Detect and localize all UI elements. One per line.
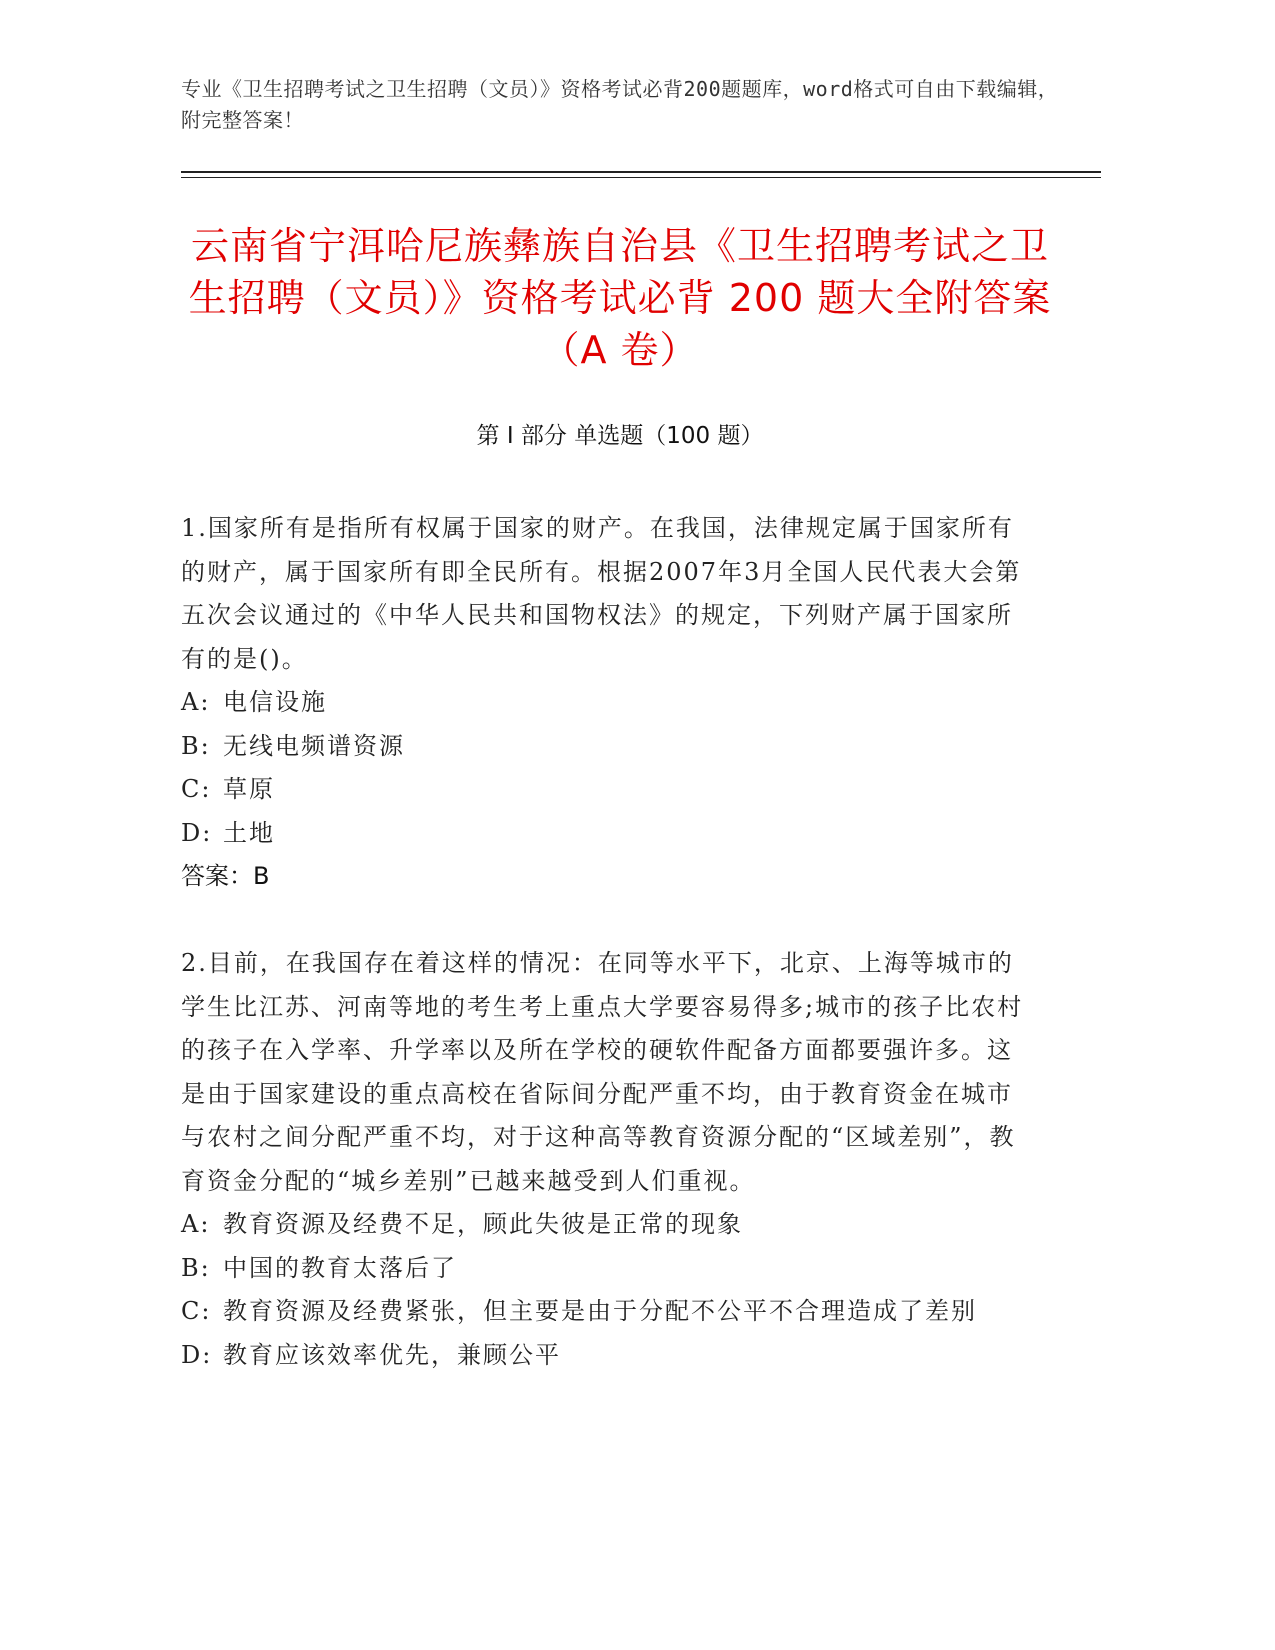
option-a <box>181 681 1031 725</box>
question-stem: 1.国家所有是指所有权属于国家的财产。在我国，法律规定属于国家所有的财产，属于国家所有即全民所有。根据2007年3月全国人民代表大会第五次会议通过的《中华人民共和国物权法》的规定，下列财产属于国家所有的是()。 <box>181 514 1022 673</box>
option-key: A: <box>181 1210 211 1238</box>
question-stem: 2.目前，在我国存在着这样的情况：在同等水平下，北京、上海等城市的学生比江苏、河南等地的考生考上重点大学要容易得多;城市的孩子比农村的孩子在入学率、升学率以及所在学校的硬软件配备方面都要强许多。这是由于国家建设的重点高校在省际间分配严重不均，由于教育资金在城市与农村之间分配严重不均，对于这种高等教育资源分配的“区域差别”，教育资金分配的“城乡差别”已越来越受到人们重视。 <box>181 949 1024 1195</box>
option-d <box>181 812 1031 856</box>
option-b <box>181 1247 1031 1291</box>
header-rule-thin <box>181 177 1101 178</box>
option-b <box>181 725 1031 769</box>
header-note: 专业《卫生招聘考试之卫生招聘（文员）》资格考试必背200题题库，word格式可自由下载编辑，附完整答案！ <box>181 77 1059 132</box>
option-key: A: <box>181 688 211 716</box>
answer: 答案：B <box>181 862 270 890</box>
option-text: 土地 <box>223 818 275 847</box>
option-d <box>181 1334 1031 1378</box>
option-text: 中国的教育太落后了 <box>223 1253 457 1282</box>
option-text: 教育资源及经费紧张，但主要是由于分配不公平不合理造成了差别 <box>223 1297 977 1325</box>
question-1 <box>181 507 1031 899</box>
option-key: B: <box>181 731 211 760</box>
option-text: 电信设施 <box>223 688 327 716</box>
question-2 <box>181 942 1031 1377</box>
document-title: 云南省宁洱哈尼族彝族自治县《卫生招聘考试之卫生招聘（文员）》资格考试必背 200 题大全附答案（A 卷） <box>188 224 1052 372</box>
section-title: 第 I 部分 单选题（100 题） <box>476 423 764 449</box>
option-text: 教育资源及经费不足，顾此失彼是正常的现象 <box>223 1210 743 1238</box>
option-c <box>181 768 1031 812</box>
header-rule-thick <box>181 171 1101 173</box>
option-text: 教育应该效率优先，兼顾公平 <box>223 1340 561 1369</box>
option-key: D: <box>181 1340 213 1369</box>
option-key: B: <box>181 1253 211 1282</box>
option-key: C: <box>181 775 212 803</box>
option-a <box>181 1203 1031 1247</box>
option-text: 草原 <box>223 775 275 803</box>
option-key: C: <box>181 1297 212 1325</box>
option-text: 无线电频谱资源 <box>223 731 405 760</box>
option-key: D: <box>181 818 213 847</box>
option-c <box>181 1290 1031 1334</box>
